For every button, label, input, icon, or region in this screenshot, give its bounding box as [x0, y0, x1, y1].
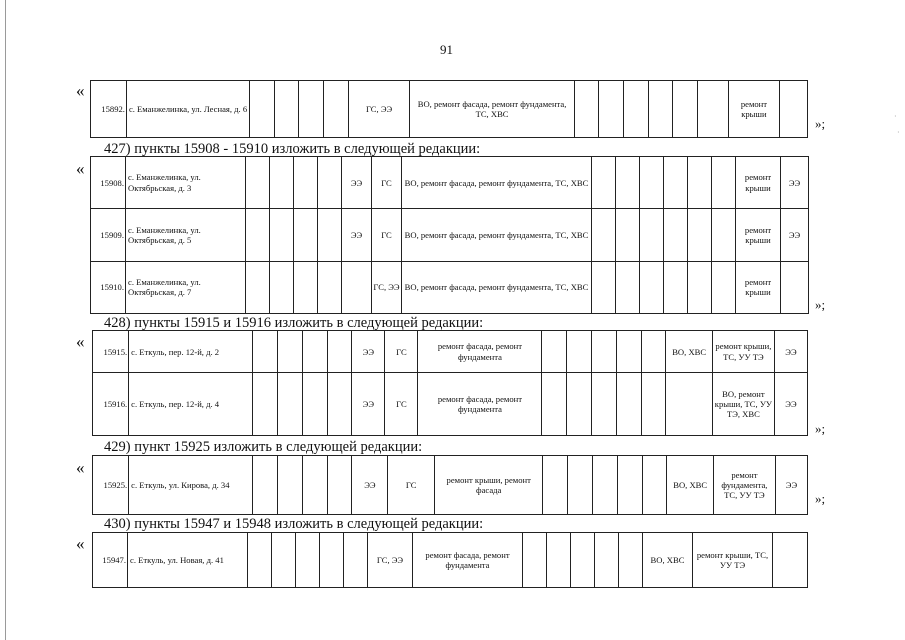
- roof-cell: ремонт фундамента, ТС, УУ ТЭ: [713, 456, 775, 515]
- empty-cell: [253, 331, 278, 373]
- utility-cell: ГС, ЭЭ: [368, 533, 413, 588]
- empty-cell: [673, 81, 698, 138]
- empty-cell: [277, 331, 302, 373]
- scan-speck: ·: [897, 128, 900, 137]
- section-heading: 427) пункты 15908 - 15910 изложить в следующей редакции:: [104, 141, 481, 157]
- utility-cell: ЭЭ: [352, 456, 388, 515]
- empty-cell: [270, 261, 294, 313]
- empty-cell: [616, 157, 640, 209]
- address-cell: с. Еткуль, пер. 12-й, д. 4: [129, 373, 253, 436]
- empty-cell: [616, 331, 641, 373]
- section-heading: 429) пункт 15925 изложить в следующей редакции:: [104, 439, 423, 455]
- empty-cell: [253, 373, 278, 436]
- open-quote: «: [76, 81, 85, 100]
- empty-cell: [574, 81, 599, 138]
- empty-cell: [592, 373, 617, 436]
- empty-cell: [688, 157, 712, 209]
- address-cell: с. Еткуль, пер. 12-й, д. 2: [129, 331, 253, 373]
- empty-cell: [318, 261, 342, 313]
- page-number: 91: [440, 42, 453, 57]
- empty-cell: [327, 373, 352, 436]
- utility-cell: ГС, ЭЭ: [348, 81, 410, 138]
- address-cell: с. Еманжелинка, ул. Октябрьская, д. 3: [126, 157, 246, 209]
- empty-cell: [543, 456, 568, 515]
- empty-cell: [592, 157, 616, 209]
- utility-cell: ГС: [372, 209, 402, 261]
- empty-cell: [246, 157, 270, 209]
- empty-cell: [640, 157, 664, 209]
- works-cell: ВО, ремонт фасада, ремонт фундамента, ТС, ХВС: [402, 157, 592, 209]
- empty-cell: [250, 81, 275, 138]
- empty-cell: [542, 373, 567, 436]
- row-number: 15892.: [91, 81, 127, 138]
- vo-cell: [666, 373, 712, 436]
- empty-cell: [640, 261, 664, 313]
- empty-cell: [617, 456, 642, 515]
- last-cell: ЭЭ: [774, 373, 807, 436]
- empty-cell: [664, 209, 688, 261]
- row-number: 15925.: [93, 456, 129, 515]
- open-quote: «: [76, 332, 85, 351]
- table-row: [91, 209, 809, 261]
- last-cell: ЭЭ: [774, 331, 807, 373]
- address-cell: с. Еманжелинка, ул. Октябрьская, д. 7: [126, 261, 246, 313]
- empty-cell: [712, 209, 736, 261]
- empty-cell: [712, 261, 736, 313]
- empty-cell: [616, 373, 641, 436]
- page-edge: [5, 0, 6, 640]
- empty-cell: [567, 373, 592, 436]
- empty-cell: [567, 331, 592, 373]
- empty-cell: [595, 533, 619, 588]
- roof-cell: ремонт крыши: [736, 261, 781, 313]
- empty-cell: [344, 533, 368, 588]
- empty-cell: [324, 81, 349, 138]
- last-cell: ЭЭ: [781, 209, 809, 261]
- empty-cell: [616, 261, 640, 313]
- works-cell: ремонт фасада, ремонт фундамента: [418, 373, 542, 436]
- utility-cell: ГС: [385, 373, 418, 436]
- empty-cell: [246, 209, 270, 261]
- utility-cell: ГС, ЭЭ: [372, 261, 402, 313]
- table-row: [93, 533, 808, 588]
- roof-cell: ремонт крыши, ТС, УУ ТЭ: [712, 331, 774, 373]
- empty-cell: [327, 456, 352, 515]
- table-section-428: [92, 330, 808, 436]
- utility-cell: ГС: [385, 331, 418, 373]
- empty-cell: [571, 533, 595, 588]
- table-section-15892: [90, 80, 808, 138]
- utility-cell: ГС: [388, 456, 434, 515]
- row-number: 15915.: [93, 331, 129, 373]
- last-cell: [773, 533, 808, 588]
- empty-cell: [270, 209, 294, 261]
- empty-cell: [277, 373, 302, 436]
- empty-cell: [302, 331, 327, 373]
- roof-cell: ремонт крыши, ТС, УУ ТЭ: [693, 533, 773, 588]
- empty-cell: [568, 456, 593, 515]
- scan-speck: ·: [894, 112, 897, 121]
- empty-cell: [302, 373, 327, 436]
- empty-cell: [648, 81, 673, 138]
- open-quote: «: [76, 534, 85, 553]
- empty-cell: [327, 331, 352, 373]
- table-row: [91, 261, 809, 313]
- empty-cell: [688, 209, 712, 261]
- empty-cell: [248, 533, 272, 588]
- utility-cell: ЭЭ: [342, 209, 372, 261]
- row-number: 15908.: [91, 157, 126, 209]
- empty-cell: [619, 533, 643, 588]
- empty-cell: [296, 533, 320, 588]
- last-cell: ЭЭ: [781, 157, 809, 209]
- empty-cell: [641, 373, 666, 436]
- vo-cell: ВО, ХВС: [666, 331, 712, 373]
- table-section-429: [92, 455, 808, 515]
- open-quote: «: [76, 159, 85, 178]
- utility-cell: ЭЭ: [352, 331, 385, 373]
- last-cell: [781, 261, 809, 313]
- empty-cell: [320, 533, 344, 588]
- empty-cell: [616, 209, 640, 261]
- utility-cell: ЭЭ: [352, 373, 385, 436]
- last-cell: ЭЭ: [775, 456, 807, 515]
- empty-cell: [294, 209, 318, 261]
- table-row: [93, 456, 808, 515]
- row-number: 15947.: [93, 533, 128, 588]
- empty-cell: [318, 157, 342, 209]
- empty-cell: [688, 261, 712, 313]
- roof-cell: ВО, ремонт крыши, ТС, УУ ТЭ, ХВС: [712, 373, 774, 436]
- empty-cell: [523, 533, 547, 588]
- empty-cell: [277, 456, 302, 515]
- roof-cell: ремонт крыши: [736, 209, 781, 261]
- empty-cell: [274, 81, 299, 138]
- section-heading: 430) пункты 15947 и 15948 изложить в следующей редакции:: [104, 516, 484, 532]
- empty-cell: [642, 456, 667, 515]
- close-quote: »;: [815, 297, 826, 312]
- empty-cell: [302, 456, 327, 515]
- row-number: 15909.: [91, 209, 126, 261]
- empty-cell: [246, 261, 270, 313]
- vo-cell: ВО, ХВС: [667, 456, 713, 515]
- utility-cell: ГС: [372, 157, 402, 209]
- empty-cell: [593, 456, 618, 515]
- vo-cell: ВО, ХВС: [643, 533, 693, 588]
- empty-cell: [294, 157, 318, 209]
- empty-cell: [542, 331, 567, 373]
- works-cell: ремонт крыши, ремонт фасада: [434, 456, 542, 515]
- table-row: [91, 81, 808, 138]
- utility-cell: ЭЭ: [342, 157, 372, 209]
- empty-cell: [592, 261, 616, 313]
- row-number: 15910.: [91, 261, 126, 313]
- section-heading: 428) пункты 15915 и 15916 изложить в следующей редакции:: [104, 315, 484, 331]
- address-cell: с. Еткуль, ул. Кирова, д. 34: [129, 456, 253, 515]
- address-cell: с. Еманжелинка, ул. Октябрьская, д. 5: [126, 209, 246, 261]
- empty-cell: [664, 261, 688, 313]
- empty-cell: [299, 81, 324, 138]
- works-cell: ВО, ремонт фасада, ремонт фундамента, ТС, ХВС: [410, 81, 574, 138]
- works-cell: ВО, ремонт фасада, ремонт фундамента, ТС, ХВС: [402, 209, 592, 261]
- empty-cell: [547, 533, 571, 588]
- address-cell: с. Еманжелинка, ул. Лесная, д. 6: [126, 81, 249, 138]
- empty-cell: [641, 331, 666, 373]
- table-section-430: [92, 532, 808, 588]
- utility-cell: [342, 261, 372, 313]
- works-cell: ВО, ремонт фасада, ремонт фундамента, ТС, ХВС: [402, 261, 592, 313]
- empty-cell: [599, 81, 624, 138]
- close-quote: »;: [815, 491, 826, 506]
- address-cell: с. Еткуль, ул. Новая, д. 41: [128, 533, 248, 588]
- empty-cell: [272, 533, 296, 588]
- empty-cell: [664, 157, 688, 209]
- empty-cell: [640, 209, 664, 261]
- empty-cell: [270, 157, 294, 209]
- open-quote: «: [76, 458, 85, 477]
- empty-cell: [712, 157, 736, 209]
- empty-cell: [318, 209, 342, 261]
- empty-cell: [592, 331, 617, 373]
- works-cell: ремонт фасада, ремонт фундамента: [413, 533, 523, 588]
- table-row: [91, 157, 809, 209]
- roof-cell: ремонт крыши: [728, 81, 779, 138]
- close-quote: »;: [815, 116, 826, 131]
- empty-cell: [624, 81, 649, 138]
- row-number: 15916.: [93, 373, 129, 436]
- table-section-427: [90, 156, 809, 314]
- roof-cell: ремонт крыши: [736, 157, 781, 209]
- close-quote: »;: [815, 421, 826, 436]
- empty-cell: [294, 261, 318, 313]
- works-cell: ремонт фасада, ремонт фундамента: [418, 331, 542, 373]
- last-cell: [780, 81, 808, 138]
- empty-cell: [697, 81, 728, 138]
- table-row: [93, 373, 808, 436]
- table-row: [93, 331, 808, 373]
- empty-cell: [253, 456, 278, 515]
- empty-cell: [592, 209, 616, 261]
